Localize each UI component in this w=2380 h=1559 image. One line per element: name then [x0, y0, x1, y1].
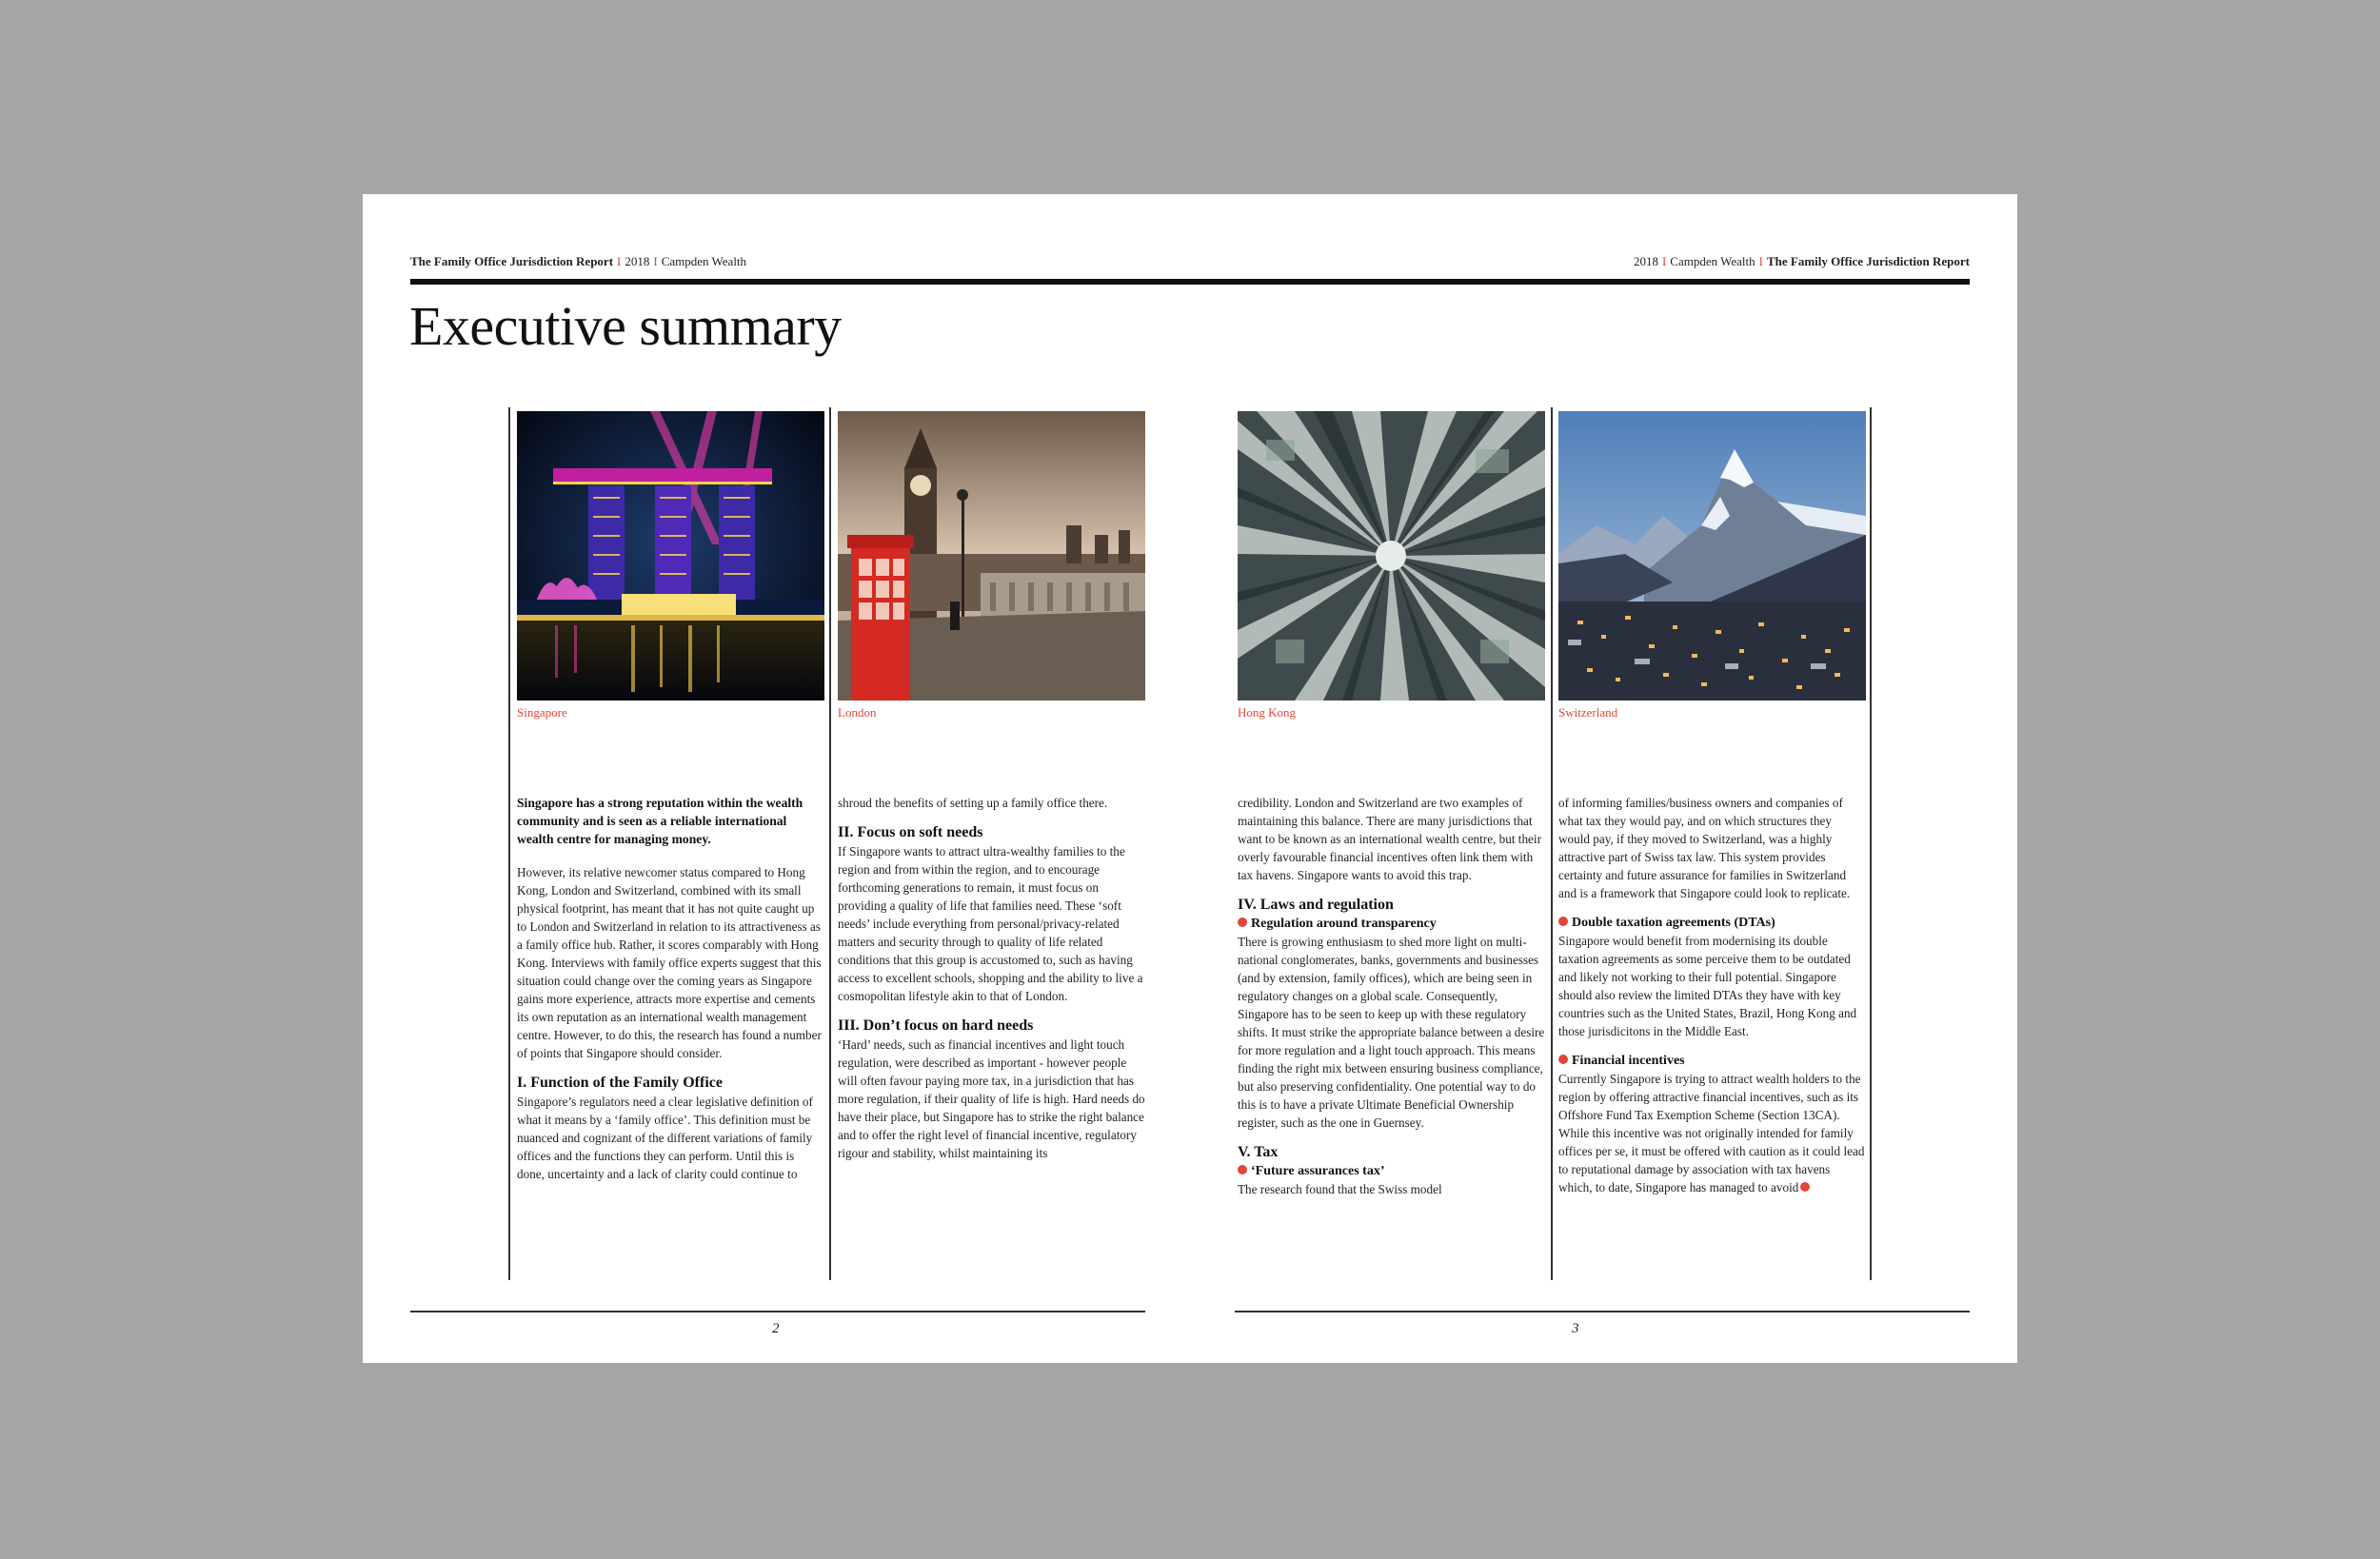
section-heading: I. Function of the Family Office	[517, 1075, 723, 1091]
running-header-right: 2018 I Campden Wealth I The Family Office Jurisdiction Report	[1633, 254, 1970, 268]
body-paragraph: However, its relative newcomer status compared to Hong Kong, London and Switzerland, combined with its small physical footprint, has meant that it has not quite caught up to London and Switzerland in relation to its attractiveness as a family office hub. Rather, it scores comparably with Hong Kong. Interviews with family office experts suggest that this situation could change over the coming years as Singapore gains more experience, attracts more expertise and cements its own reputation as an international wealth management centre. However, to do this, the research has found a number of points that Singapore should consider.	[517, 865, 822, 1060]
footer-rule-left	[410, 1311, 1145, 1312]
body-paragraph: Singapore’s regulators need a clear legislative definition of what it means by a ‘family office’. This definition must be nuanced and cognizant of the different variations of family offices and the functions they can perform. Until this is done, uncertainty and a lack of clarity could continue to	[517, 1095, 813, 1181]
text-column-4	[1558, 794, 1866, 1277]
bullet-dot-icon	[1238, 918, 1247, 927]
body-paragraph: The research found that the Swiss model	[1238, 1182, 1442, 1196]
body-paragraph: There is growing enthusiasm to shed more light on multi-national conglomerates, banks, governments and businesses (and by extension, family offices), which are being seen in regulatory changes on a global scale. Consequently, Singapore has to be seen to keep up with these regulatory shifts. It must strike the appropriate balance between a desire for more regulation and a light touch approach. This means finding the right mix between ensuring business compliance, but also preserving confidentiality. One potential way to do this is to have a private Ultimate Beneficial Ownership register, such as the one in Guernsey.	[1238, 935, 1545, 1130]
end-mark-icon	[1800, 1182, 1810, 1192]
section-heading: V. Tax	[1238, 1144, 1279, 1160]
column-divider	[508, 407, 510, 1280]
photo-block-london	[838, 411, 1145, 720]
subheading: Financial incentives	[1558, 1052, 1866, 1070]
body-paragraph: shroud the benefits of setting up a family office there.	[838, 796, 1108, 810]
bullet-dot-icon	[1238, 1165, 1247, 1174]
page-title: Executive summary	[409, 295, 842, 357]
body-paragraph: Singapore would benefit from modernising its double taxation agreements as some perceive them to be outdated and likely not working to their full potential. Singapore should also review the limited DTAs they have with key countries such as the United States, Brazil, Hong Kong and those jurisdicitons in the Middle East.	[1558, 934, 1857, 1038]
running-header-left: The Family Office Jurisdiction Report I 2018 I Campden Wealth	[410, 254, 747, 268]
header-year: 2018	[1633, 254, 1658, 268]
photo-block-switzerland	[1558, 411, 1866, 720]
body-paragraph: credibility. London and Switzerland are two examples of maintaining this balance. There are many jurisdictions that want to be known as an international wealth centre, but their overly favourable financial incentives often link them with tax havens. Singapore wants to avoid this trap.	[1238, 796, 1541, 882]
photo-caption: London	[838, 705, 877, 720]
column-divider	[1551, 407, 1553, 1280]
header-brand: Campden Wealth	[1670, 254, 1755, 268]
column-divider	[829, 407, 831, 1280]
column-divider	[1870, 407, 1872, 1280]
body-paragraph: If Singapore wants to attract ultra-wealthy families to the region and from within the region, and to encourage forthcoming generations to remain, it must focus on providing a quality of life that families need. These ‘soft needs’ include everything from personal/privacy-related matters and security through to quality of life related conditions that this group is accustomed to, such as having access to excellent schools, shopping and the ability to live a cosmopolitan lifestyle akin to that of London.	[838, 844, 1143, 1003]
header-rule	[410, 279, 1970, 285]
body-paragraph: of informing families/business owners and companies of what tax they would pay, and on which structures they would pay, if they moved to Switzerland, was a highly attractive part of Swiss tax law. This system provides certainty and future assurance for families in Switzerland and is a framework that Singapore could look to replicate.	[1558, 796, 1851, 900]
header-report-title: The Family Office Jurisdiction Report	[1766, 254, 1970, 268]
subheading: Regulation around transparency	[1238, 915, 1545, 933]
photo-caption: Switzerland	[1558, 705, 1618, 720]
lede-paragraph: Singapore has a strong reputation within the wealth community and is seen as a reliable international wealth centre for managing money.	[517, 796, 803, 846]
header-brand: Campden Wealth	[661, 254, 747, 268]
photo-caption: Hong Kong	[1238, 705, 1297, 720]
subheading: Double taxation agreements (DTAs)	[1558, 914, 1866, 932]
body-paragraph: ‘Hard’ needs, such as financial incentives and light touch regulation, were described as important - however people will often favour paying more tax, in a jurisdiction that has more regulation, if their quality of life is high. Hard needs do have their place, but Singapore has to strike the right balance and to offer the right level of financial incentive, regulatory rigour and stability, whilst maintaining its	[838, 1037, 1145, 1160]
photo-block-hong-kong	[1238, 411, 1545, 720]
matterhorn-village-photo	[1558, 411, 1866, 701]
text-column-1	[517, 794, 824, 1277]
section-heading: II. Focus on soft needs	[838, 824, 983, 840]
bullet-dot-icon	[1558, 1055, 1568, 1064]
photo-caption: Singapore	[517, 705, 567, 720]
section-heading: III. Don’t focus on hard needs	[838, 1017, 1034, 1034]
footer-rule-right	[1235, 1311, 1970, 1312]
header-year: 2018	[625, 254, 650, 268]
big-ben-phone-box-photo	[838, 411, 1145, 701]
bullet-dot-icon	[1558, 917, 1568, 926]
body-paragraph: Currently Singapore is trying to attract wealth holders to the region by offering attractive financial incentives, such as its Offshore Fund Tax Exemption Scheme (Section 13CA). While this incentive was not originally intended for family offices per se, it must be offered with caution as it could lead to reputational damage by association with tax havens which, to date, Singapore has managed to avoid	[1558, 1072, 1865, 1194]
page-number-left: 2	[772, 1321, 780, 1336]
photo-block-singapore	[517, 411, 824, 720]
text-column-2	[838, 794, 1145, 1277]
marina-bay-night-photo	[517, 411, 824, 701]
text-column-3	[1238, 794, 1545, 1277]
header-report-title: The Family Office Jurisdiction Report	[410, 254, 614, 268]
aerial-city-photo	[1238, 411, 1545, 701]
page-number-right: 3	[1572, 1321, 1579, 1336]
subheading: ‘Future assurances tax’	[1238, 1162, 1545, 1180]
magazine-spread	[363, 194, 2017, 1363]
section-heading: IV. Laws and regulation	[1238, 897, 1394, 913]
